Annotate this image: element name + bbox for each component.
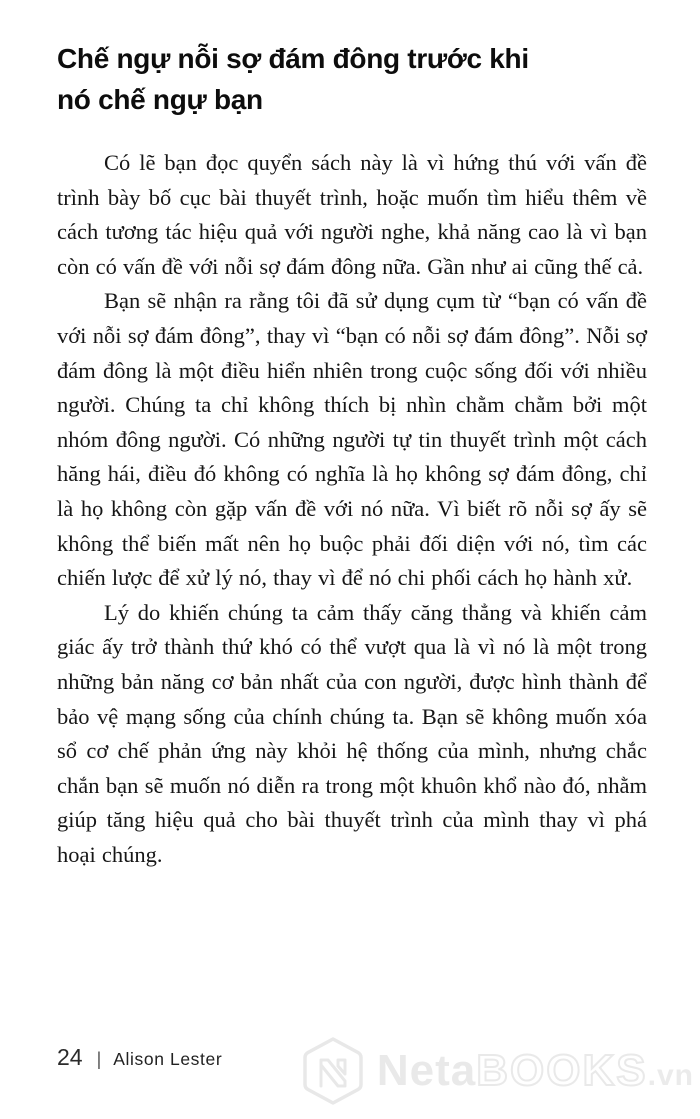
watermark-text <box>377 1046 694 1096</box>
page-footer <box>57 1044 222 1071</box>
footer-separator: | <box>96 1049 102 1069</box>
chapter-heading <box>57 38 647 120</box>
page-content <box>57 38 647 872</box>
netabooks-watermark <box>301 1036 694 1106</box>
paragraph-2: Bạn sẽ nhận ra rằng tôi đã sử dụng cụm từ “bạn có vấn đề với nỗi sợ đám đông”, thay vì “bạn có nỗi sợ đám đông”. Nỗi sợ đám đông là một điều hiển nhiên trong cuộc sống đối với nhiều người. Chúng ta chỉ không thích bị nhìn chằm chằm bởi một nhóm đông người. Có những người tự tin thuyết trình một cách hăng hái, điều đó không có nghĩa là họ không sợ đám đông, chỉ là họ không còn gặp vấn đề với nó nữa. Vì biết rõ nỗi sợ ấy sẽ không thể biến mất nên họ buộc phải đối diện với nó, tìm các chiến lược để xử lý nó, thay vì để nó chi phối cách họ hành xử. <box>57 288 647 591</box>
paragraph-3: Lý do khiến chúng ta cảm thấy căng thẳng và khiến cảm giác ấy trở thành thứ khó có thể vượt qua là vì nó là một trong những bản năng cơ bản nhất của con người, được hình thành để bảo vệ mạng sống của chính chúng ta. Bạn sẽ không muốn xóa sổ cơ chế phản ứng này khỏi hệ thống của mình, nhưng chắc chắn bạn sẽ muốn nó diễn ra trong một khuôn khổ nào đó, nhằm giúp tăng hiệu quả cho bài thuyết trình của mình thay vì phá hoại chúng. <box>57 599 647 867</box>
watermark-neta: Neta <box>376 1046 477 1095</box>
paragraph-1: Có lẽ bạn đọc quyển sách này là vì hứng thú với vấn đề trình bày bố cục bài thuyết trình, hoặc muốn tìm hiểu thêm về cách tương tác hiệu quả với người nghe, khả năng cao là vì bạn còn có vấn đề với nỗi sợ đám đông nữa. Gần như ai cũng thế cả. <box>57 150 647 279</box>
watermark-books: BOOKS <box>476 1046 648 1095</box>
hexagon-n-logo-icon <box>301 1036 365 1106</box>
body-text <box>57 146 647 872</box>
chapter-heading-line-1: Chế ngự nỗi sợ đám đông trước khi <box>57 43 529 74</box>
author-name: Alison Lester <box>113 1049 223 1069</box>
page-number: 24 <box>57 1044 83 1070</box>
chapter-heading-line-2: nó chế ngự bạn <box>57 84 263 115</box>
watermark-domain: .vn <box>647 1059 694 1092</box>
